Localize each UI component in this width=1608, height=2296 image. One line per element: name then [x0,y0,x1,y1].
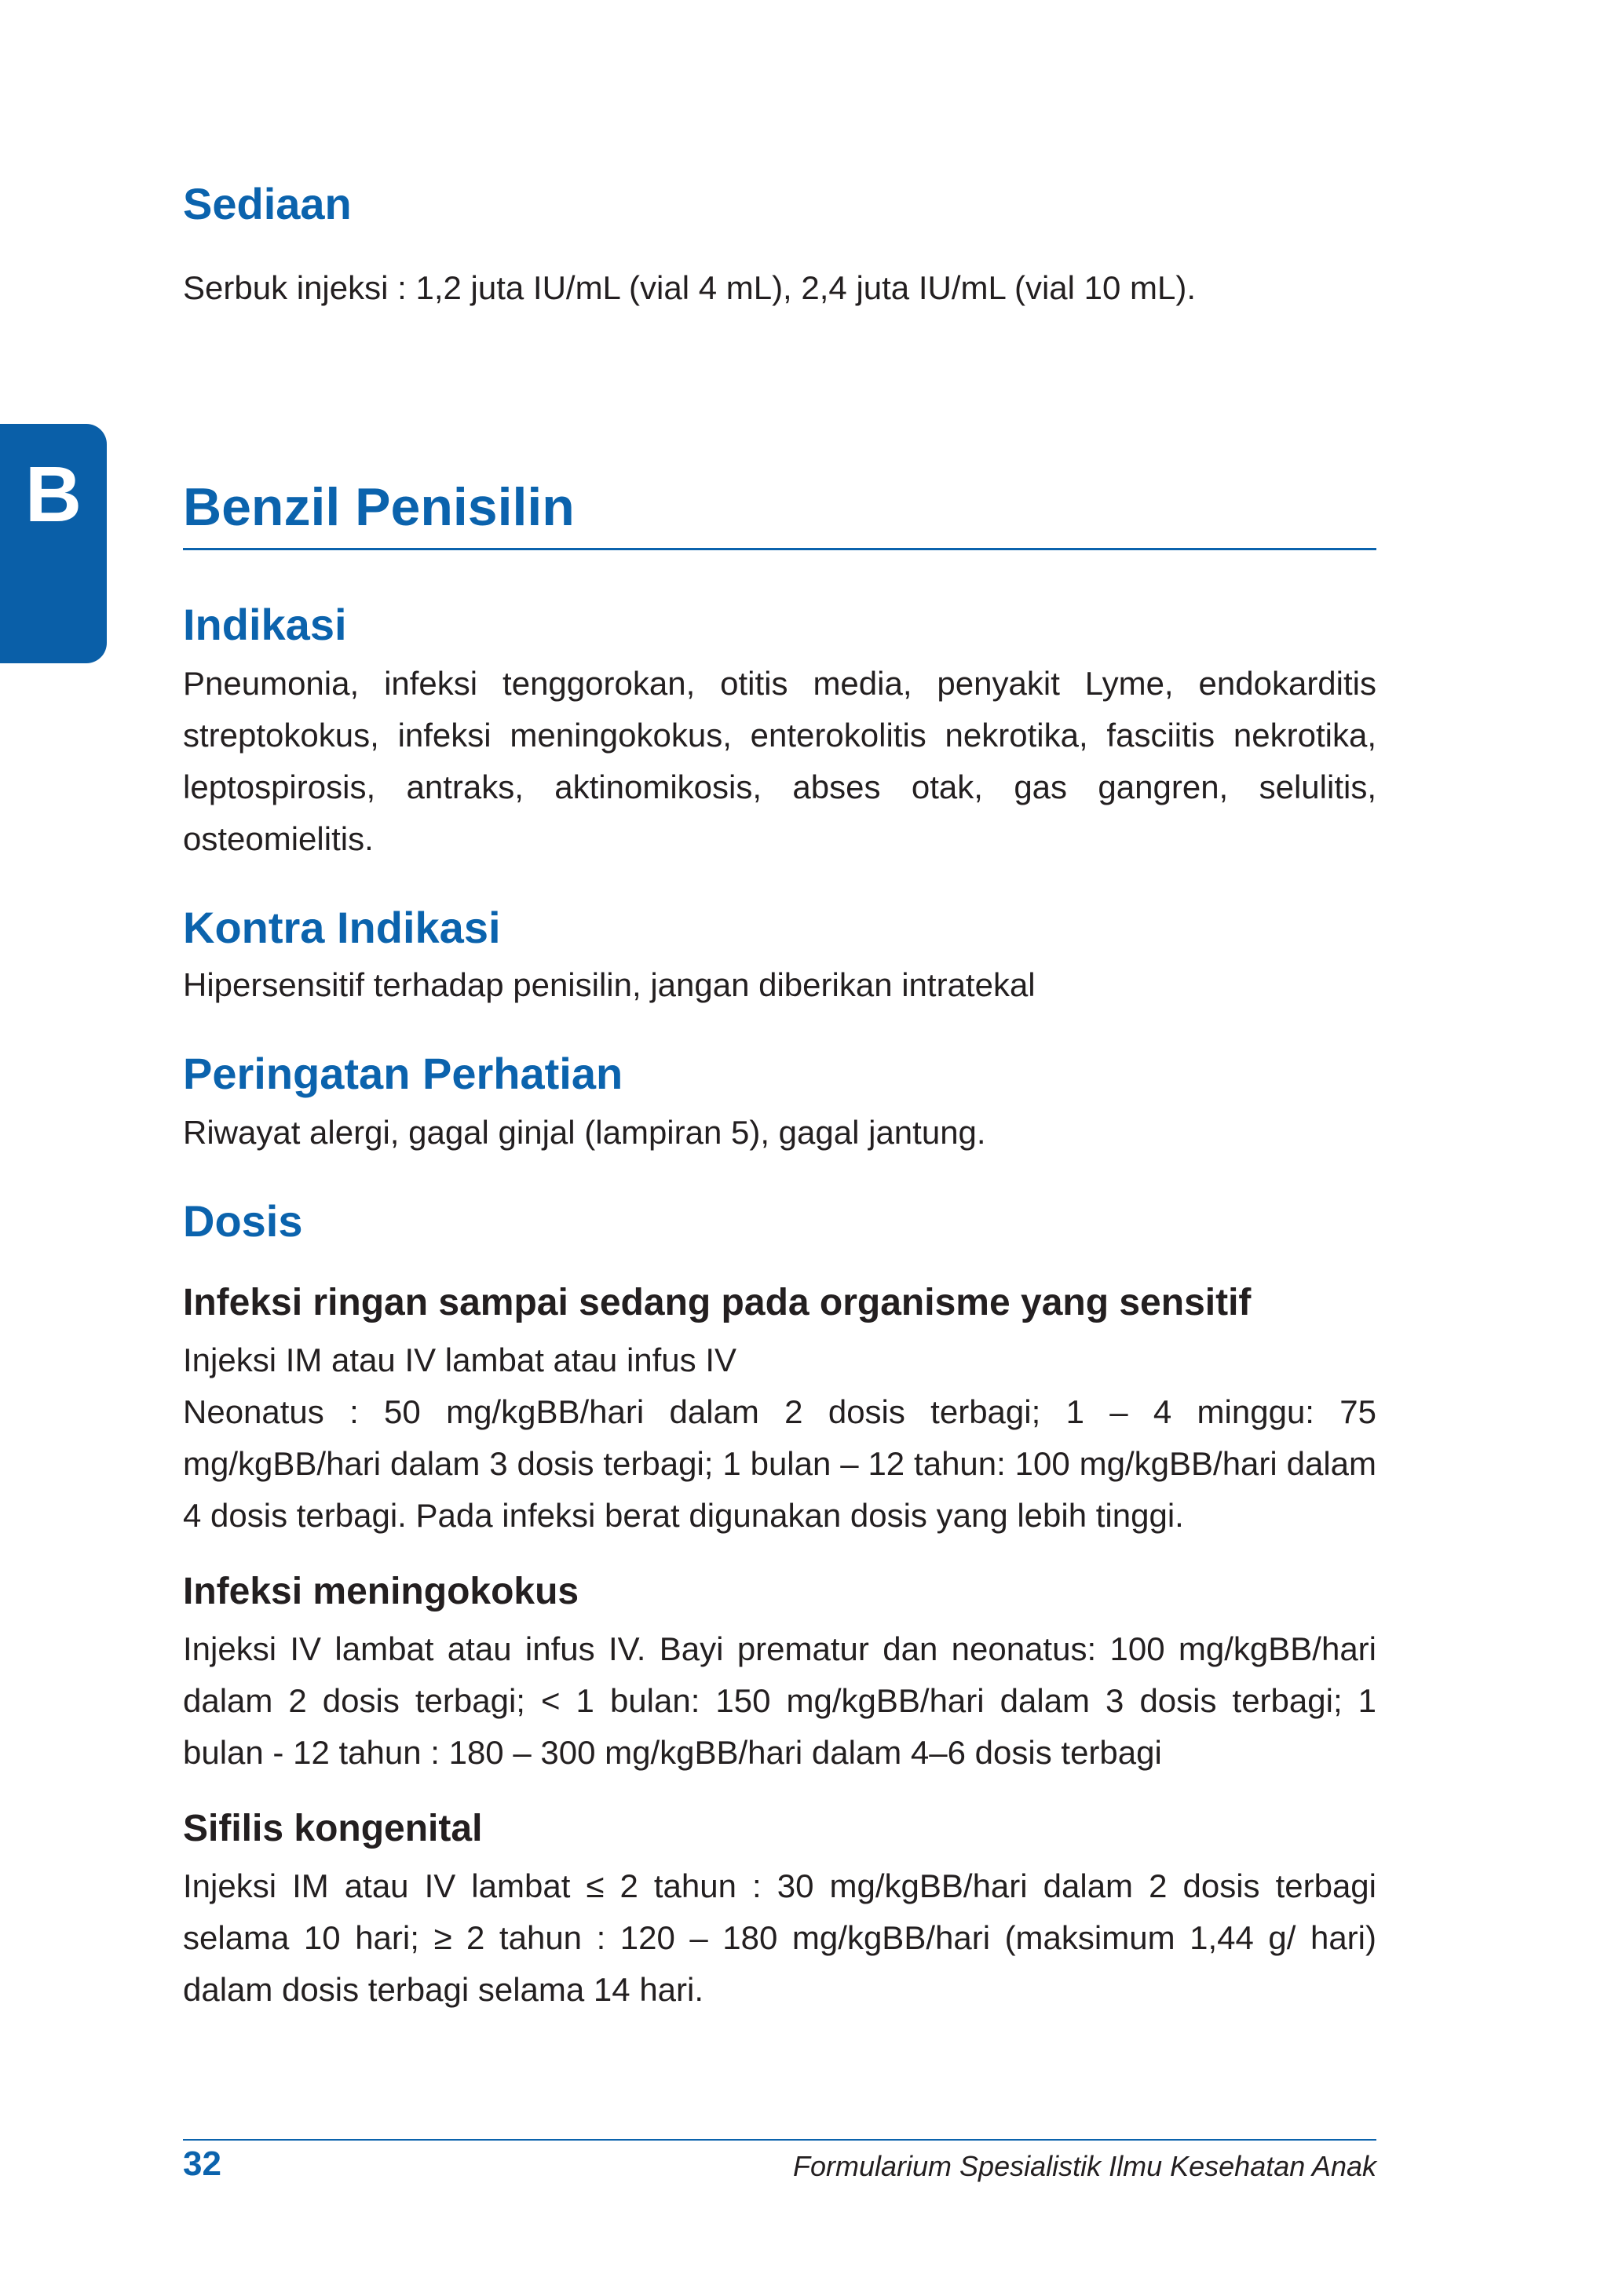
drug-title: Benzil Penisilin [183,480,1376,550]
sediaan-heading: Sediaan [183,179,352,228]
dosis-line: Injeksi IM atau IV lambat atau infus IV [183,1341,737,1378]
peringatan-text: Riwayat alergi, gagal ginjal (lampiran 5), gagal jantung. [183,1114,986,1151]
indikasi-text: Pneumonia, infeksi tenggorokan, otitis media, penyakit Lyme, endokarditis streptokokus, infeksi meningokokus, enterokolitis nekrotika, fasciitis nekrotika, leptospirosis, antraks, aktinomikosis, abses otak, gas gangren, selulitis, osteomielitis. [183,665,1376,857]
dosis-line: Neonatus : 50 mg/kgBB/hari dalam 2 dosis terbagi; 1 – 4 minggu: 75 mg/kgBB/hari dalam 3 dosis terbagi; 1 bulan – 12 tahun: 100 mg/kgBB/hari dalam 4 dosis terbagi. Pada infeksi berat digunakan dosis yang lebih tinggi. [183,1393,1376,1534]
footer-divider [183,2139,1376,2141]
book-title: Formularium Spesialistik Ilmu Kesehatan Anak [793,2150,1376,2182]
sediaan-text: Serbuk injeksi : 1,2 juta IU/mL (vial 4 mL), 2,4 juta IU/mL (vial 10 mL). [183,269,1197,306]
dosis-heading: Dosis [183,1196,303,1246]
dosis-line: Injeksi IV lambat atau infus IV. Bayi prematur dan neonatus: 100 mg/kgBB/hari dalam 2 dosis terbagi; < 1 bulan: 150 mg/kgBB/hari dalam 3 dosis terbagi; 1 bulan - 12 tahun : 180 – 300 mg/kgBB/hari dalam 4–6 dosis terbagi [183,1630,1376,1771]
kontra-indikasi-heading: Kontra Indikasi [183,903,501,952]
dosis-subheading: Sifilis kongenital [183,1808,483,1849]
page-number: 32 [183,2145,221,2183]
kontra-indikasi-text: Hipersensitif terhadap penisilin, jangan diberikan intratekal [183,966,1036,1003]
dosis-line: Injeksi IM atau IV lambat ≤ 2 tahun : 30 mg/kgBB/hari dalam 2 dosis terbagi selama 10 hari; ≥ 2 tahun : 120 – 180 mg/kgBB/hari (maksimum 1,44 g/ hari) dalam dosis terbagi selama 14 hari. [183,1867,1376,2008]
indikasi-heading: Indikasi [183,600,347,649]
section-letter-tab [0,424,107,663]
peringatan-heading: Peringatan Perhatian [183,1049,623,1098]
dosis-subheading: Infeksi ringan sampai sedang pada organisme yang sensitif [183,1282,1252,1323]
section-letter: B [24,451,82,538]
dosis-subheading: Infeksi meningokokus [183,1571,579,1612]
